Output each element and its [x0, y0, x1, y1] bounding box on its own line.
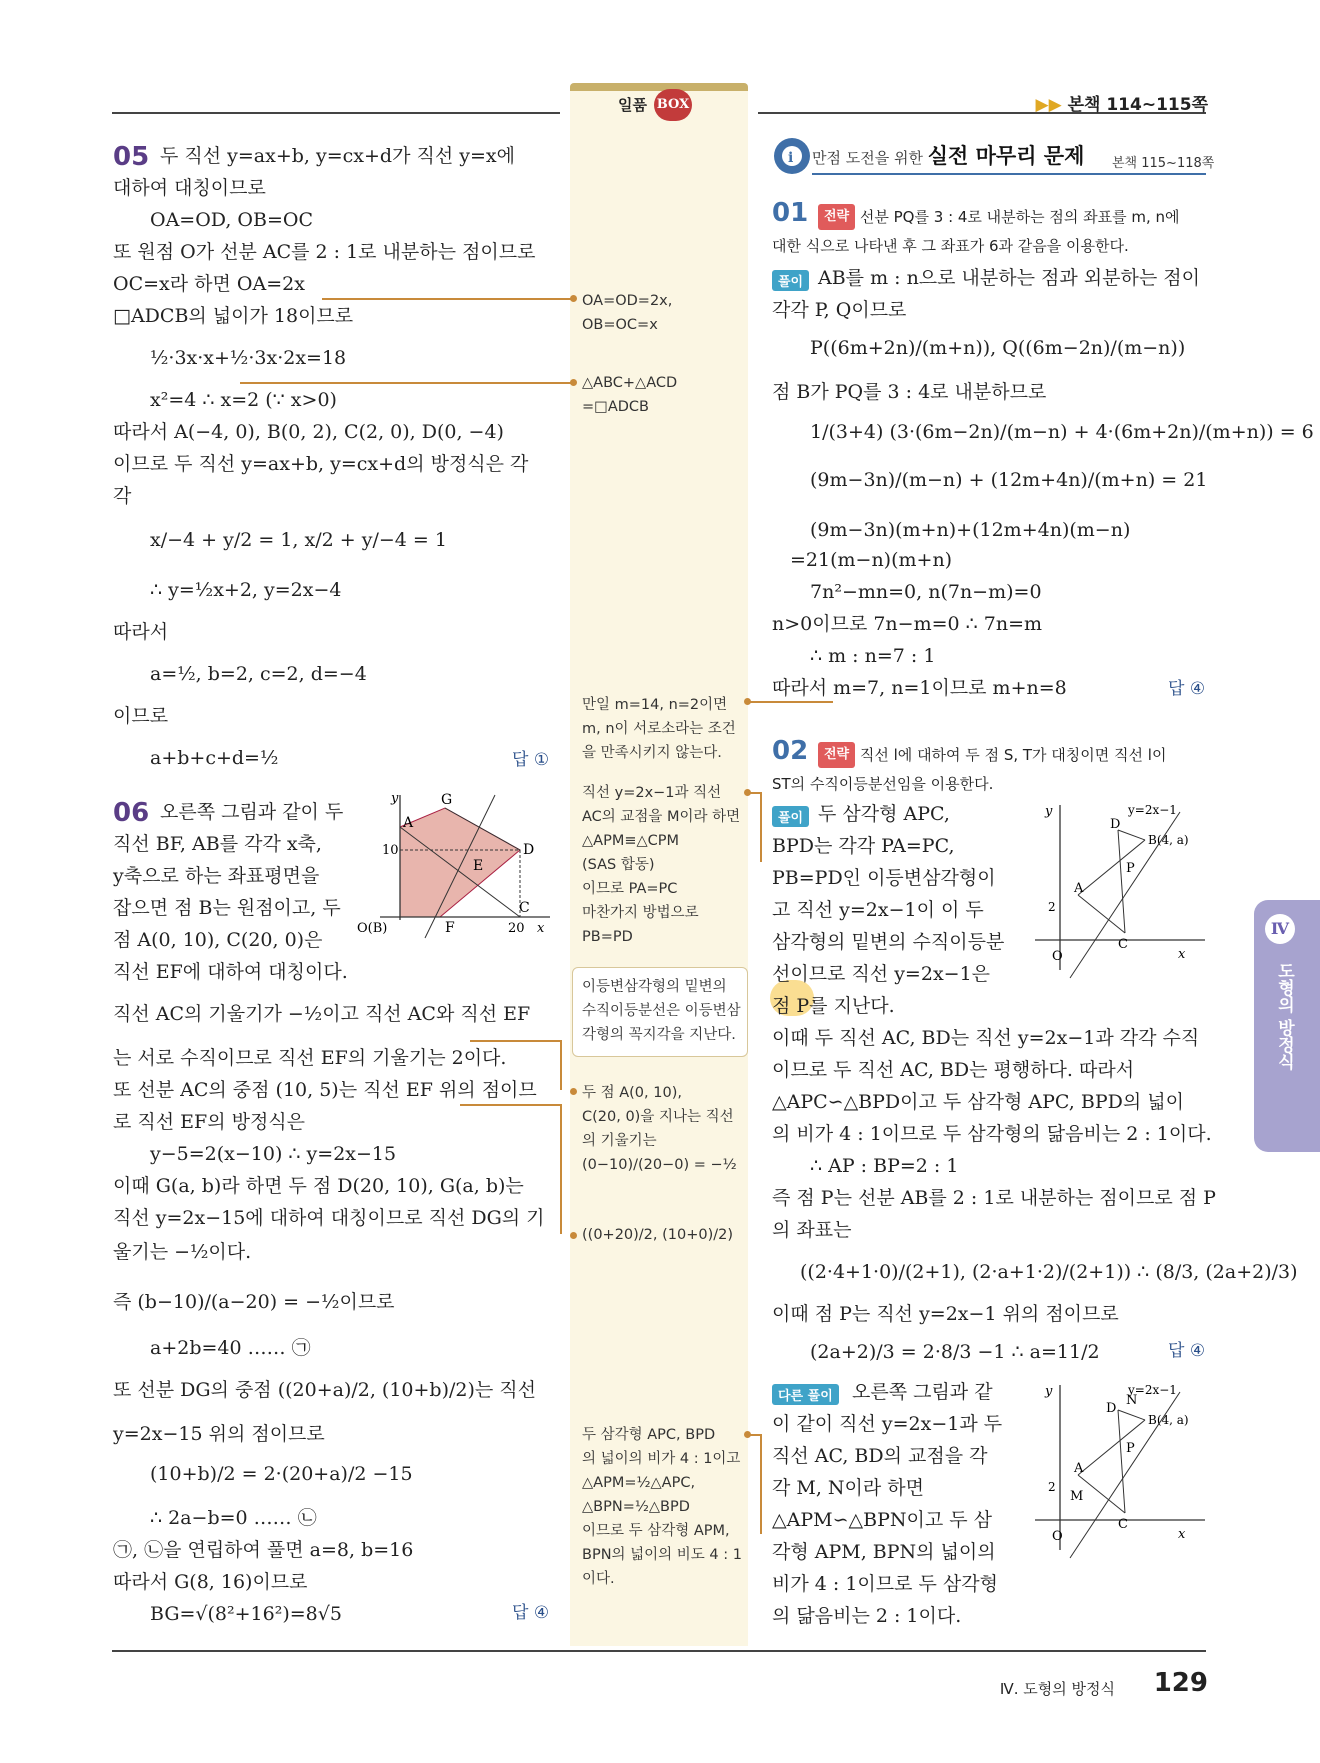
p06-line: 오른쪽 그림과 같이 두 [160, 801, 344, 823]
page-ref: ▶▶ 본책 114~115쪽 [1035, 95, 1208, 115]
connector-1 [322, 298, 574, 300]
p05-line: 따라서 [113, 621, 169, 643]
p06-line: 직선 y=2x−15에 대하여 대칭이므로 직선 DG의 기 [113, 1207, 545, 1229]
p01-line: (9m−3n)/(m−n) + (12m+4n)/(m+n) = 21 [810, 469, 1208, 491]
fig02a-label-2: 2 [1048, 900, 1056, 914]
figure-02a [1030, 800, 1210, 980]
p01-line: =21(m−n)(m+n) [790, 549, 953, 571]
fig02b-label-B: B(4, a) [1148, 1413, 1189, 1427]
fig06-label-D: D [523, 842, 535, 858]
p02-strategy-line: ST의 수직이등분선임을 이용한다. [772, 775, 994, 793]
p01-line: ∴ m : n=7 : 1 [810, 645, 936, 667]
p02-strategy [818, 742, 1166, 768]
fig02a-label-D: D [1110, 817, 1121, 832]
p05-line: ∴ y=½x+2, y=2x−4 [150, 579, 342, 601]
footer-chapter: Ⅳ. 도형의 방정식 [999, 1680, 1115, 1698]
p05-line: 대하여 대칭이므로 [113, 177, 266, 199]
fig02b-label-M: M [1070, 1489, 1084, 1504]
p06-line: 로 직선 EF의 방정식은 [113, 1111, 306, 1133]
fig06-label-E: E [473, 858, 484, 874]
box-label: 일품 [618, 96, 647, 114]
footer-rule [112, 1650, 1206, 1652]
fig02b-label-y: y [1045, 1384, 1053, 1399]
fig02a-label-B: B(4, a) [1148, 833, 1189, 847]
p06-line: ㉠, ㉡을 연립하여 풀면 a=8, b=16 [113, 1539, 414, 1561]
p02-line: 이때 두 직선 AC, BD는 직선 y=2x−1과 각각 수직 [772, 1027, 1200, 1049]
p05-line: 따라서 A(−4, 0), B(0, 2), C(2, 0), D(0, −4) [113, 421, 504, 443]
p02-line: 의 좌표는 [772, 1219, 852, 1241]
p02-strategy-line: 직선 l에 대하여 두 점 S, T가 대칭이면 직선 l이 [855, 746, 1167, 764]
fig02b-label-A: A [1074, 1461, 1084, 1476]
side-note-line: 을 만족시키지 않는다. [582, 745, 722, 761]
p01-line: AB를 m : n으로 내분하는 점과 외분하는 점이 [818, 267, 1200, 289]
side-note-line: BPN의 넓이의 비도 4 : 1 [582, 1547, 742, 1563]
side-note-line: △BPN=½△BPD [582, 1499, 690, 1515]
fig02a-label-line: y=2x−1 [1128, 803, 1177, 817]
fig02a-label-O: O [1052, 949, 1063, 964]
solution-tag: 풀이 [772, 806, 809, 827]
p02-line: ∴ AP : BP=2 : 1 [810, 1155, 959, 1177]
p05-line: ½·3x·x+½·3x·2x=18 [150, 347, 347, 369]
fig06-label-C: C [519, 900, 530, 916]
side-note-line: △ABC+△ACD [582, 375, 678, 391]
p02-line: 이때 점 P는 직선 y=2x−1 위의 점이므로 [772, 1303, 1119, 1325]
p06-line: 따라서 G(8, 16)이므로 [113, 1571, 308, 1593]
p02-alt-line: 오른쪽 그림과 같 [852, 1381, 993, 1403]
connector-5 [748, 701, 833, 703]
side-note-line: AC의 교점을 M이라 하면 [582, 809, 741, 825]
p02-line: (2a+2)/3 = 2·8/3 −1 ∴ a=11/2 [810, 1341, 1100, 1363]
p06-line: ∴ 2a−b=0 …… ㉡ [150, 1507, 317, 1529]
connector-7v [760, 1434, 762, 1534]
figure-06 [355, 790, 555, 940]
connector-dot-2 [570, 379, 577, 386]
side-note-line: 의 기울기는 [582, 1133, 657, 1149]
p06-line: 잡으면 점 B는 원점이고, 두 [113, 897, 341, 919]
side-note-line: 이등변삼각형의 밑변의 [582, 979, 727, 995]
answer-05: 답 ① [512, 750, 550, 770]
p01-line: 따라서 m=7, n=1이므로 m+n=8 [772, 677, 1067, 699]
p01-line: (9m−3n)(m+n)+(12m+4n)(m−n) [810, 519, 1131, 541]
p01-strategy-line: 대한 식으로 나타낸 후 그 좌표가 6과 같음을 이용한다. [772, 237, 1129, 255]
side-note-line: 이므로 PA=PC [582, 881, 678, 897]
p02-line: 이므로 두 직선 AC, BD는 평행하다. 따라서 [772, 1059, 1135, 1081]
p01-line: n>0이므로 7n−m=0 ∴ 7n=m [772, 613, 1043, 635]
chapter-tab-label: 도형의 방정식 [1274, 962, 1294, 1070]
p01-strategy-line: 선분 PQ를 3 : 4로 내분하는 점의 좌표를 m, n에 [855, 208, 1180, 226]
p02-alt-line: 의 닮음비는 2 : 1이다. [772, 1605, 962, 1627]
p05-line: 이므로 두 직선 y=ax+b, y=cx+d의 방정식은 각 [113, 453, 529, 475]
answer-01: 답 ④ [1168, 679, 1206, 699]
p02-alt-line: 각형 APM, BPN의 넓이의 [772, 1541, 996, 1563]
p06-line: 또 선분 AC의 중점 (10, 5)는 직선 EF 위의 점이므 [113, 1079, 537, 1101]
side-note-line: 이므로 두 삼각형 APM, [582, 1523, 730, 1539]
side-note-line: C(20, 0)을 지나는 직선 [582, 1109, 734, 1125]
fig02b-label-O: O [1052, 1529, 1063, 1544]
answer-06: 답 ④ [512, 1603, 550, 1623]
fig02b-label-2: 2 [1048, 1480, 1056, 1494]
p06-line: y−5=2(x−10) ∴ y=2x−15 [150, 1143, 397, 1165]
p05-line: x²=4 ∴ x=2 (∵ x>0) [150, 389, 337, 411]
p05-line: a+b+c+d=½ [150, 747, 279, 769]
side-note-line: ((0+20)/2, (10+0)/2) [582, 1227, 734, 1243]
p02-alt-line: 직선 AC, BD의 교점을 각 [772, 1445, 988, 1467]
fig06-label-20: 20 [508, 921, 525, 936]
p01-line: P((6m+2n)/(m+n)), Q((6m−2n)/(m−n)) [810, 337, 1186, 359]
p02-line: PB=PD인 이등변삼각형이 [772, 867, 996, 889]
figure-02b [1030, 1380, 1210, 1560]
problem-number-05: 05 [113, 142, 150, 172]
svg-text:i: i [788, 150, 794, 166]
fig06-label-y: y [391, 791, 399, 806]
fig02a-label-C: C [1118, 937, 1128, 952]
box-badge: BOX [654, 89, 692, 121]
p06-line: 즉 (b−10)/(a−20) = −½이므로 [113, 1291, 395, 1313]
p06-line: 직선 BF, AB를 각각 x축, [113, 833, 322, 855]
fig06-label-x: x [537, 921, 545, 936]
p06-line: 또 선분 DG의 중점 ((20+a)/2, (10+b)/2)는 직선 [113, 1379, 537, 1401]
p01-line: 점 B가 PQ를 3 : 4로 내분하므로 [772, 381, 1047, 403]
p02-line: 점 P를 지난다. [772, 995, 895, 1017]
p02-line: △APC∽△BPD이고 두 삼각형 APC, BPD의 넓이 [772, 1091, 1184, 1113]
p02-line: 즉 점 P는 선분 AB를 2 : 1로 내분하는 점이므로 점 P [772, 1187, 1216, 1209]
fig02b-label-C: C [1118, 1517, 1128, 1532]
p01-line: 1/(3+4) (3·(6m−2n)/(m−n) + 4·(6m+2n)/(m+n)) = 6 [810, 421, 1314, 443]
answer-02: 답 ④ [1168, 1341, 1206, 1361]
fig06-label-G: G [441, 792, 453, 808]
p05-line: a=½, b=2, c=2, d=−4 [150, 663, 367, 685]
fig02b-label-D: D [1106, 1401, 1117, 1416]
p05-line: 이므로 [113, 705, 169, 727]
side-note-line: (SAS 합동) [582, 857, 655, 873]
side-note-line: 이다. [582, 1571, 615, 1587]
p06-line: 이때 G(a, b)라 하면 두 점 D(20, 10), G(a, b)는 [113, 1175, 524, 1197]
fig02a-label-P: P [1126, 861, 1135, 876]
fig02a-label-y: y [1045, 804, 1053, 819]
p06-line: y축으로 하는 좌표평면을 [113, 865, 320, 887]
connector-3 [470, 1040, 560, 1042]
p02-line: 고 직선 y=2x−1이 이 두 [772, 899, 984, 921]
problem-number-02: 02 [772, 736, 809, 766]
side-note-line: PB=PD [582, 929, 633, 945]
connector-6 [748, 792, 762, 794]
connector-4 [460, 1104, 560, 1106]
p02-alt-line: △APM∽△BPN이고 두 삼 [772, 1509, 992, 1531]
fig06-label-A: A [403, 815, 414, 831]
p05-line: 두 직선 y=ax+b, y=cx+d가 직선 y=x에 [160, 145, 515, 167]
strategy-tag: 전략 [818, 742, 855, 768]
fig02b-label-N: N [1126, 1393, 1138, 1408]
p02-line: BPD는 각각 PA=PC, [772, 835, 955, 857]
problem-number-01: 01 [772, 198, 809, 228]
side-note-line: 의 넓이의 비가 4 : 1이고 [582, 1451, 741, 1467]
connector-dot-4 [570, 1232, 577, 1239]
side-note-line: 직선 y=2x−1과 직선 [582, 785, 722, 801]
p02-line: ((2·4+1·0)/(2+1), (2·a+1·2)/(2+1)) ∴ (8/3, (2a+2)/3) [800, 1261, 1298, 1283]
p06-line: a+2b=40 …… ㉠ [150, 1337, 311, 1359]
side-note-line: 두 점 A(0, 10), [582, 1085, 682, 1101]
p01-strategy [818, 204, 1180, 230]
solution-tag: 풀이 [772, 270, 809, 291]
side-note-line: =□ADCB [582, 399, 650, 415]
p06-line: 직선 AC의 기울기가 −½이고 직선 AC와 직선 EF [113, 1003, 531, 1025]
fig06-label-OB: O(B) [357, 921, 388, 936]
side-note-line: OA=OD=2x, [582, 293, 673, 309]
fig02b-label-P: P [1126, 1441, 1135, 1456]
p06-line: (10+b)/2 = 2·(20+a)/2 −15 [150, 1463, 413, 1485]
header-rule-left [112, 112, 560, 114]
p02-alt-line: 각 M, N이라 하면 [772, 1477, 925, 1499]
p05-line: □ADCB의 넓이가 18이므로 [113, 305, 354, 327]
connector-dot-3 [570, 1088, 577, 1095]
connector-3v [560, 1040, 562, 1090]
p01-line: 7n²−mn=0, n(7n−m)=0 [810, 581, 1042, 603]
p06-line: 는 서로 수직이므로 직선 EF의 기울기는 2이다. [113, 1047, 507, 1069]
section-ref: 본책 115~118쪽 [1112, 156, 1215, 171]
p06-line: 직선 EF에 대하여 대칭이다. [113, 961, 348, 983]
fig02a-label-A: A [1074, 881, 1084, 896]
p06-line: y=2x−15 위의 점이므로 [113, 1423, 325, 1445]
side-note-line: 만일 m=14, n=2이면 [582, 697, 728, 713]
fig06-label-F: F [445, 920, 455, 936]
p01-line: 각각 P, Q이므로 [772, 299, 907, 321]
p06-line: BG=√(8²+16²)=8√5 [150, 1603, 342, 1625]
page-number: 129 [1153, 1668, 1208, 1698]
alt-solution-tag: 다른 풀이 [772, 1384, 839, 1405]
p05-line: 또 원점 O가 선분 AC를 2 : 1로 내분하는 점이므로 [113, 241, 536, 263]
p06-line: 울기는 −½이다. [113, 1241, 252, 1263]
p05-line: OA=OD, OB=OC [150, 209, 314, 231]
fig06-pentagon [400, 808, 520, 917]
p02-line: 삼각형의 밑변의 수직이등분 [772, 931, 1005, 953]
p05-line: x/−4 + y/2 = 1, x/2 + y/−4 = 1 [150, 529, 447, 551]
arrow-icon: ▶▶ [1035, 95, 1068, 115]
strategy-tag: 전략 [818, 204, 855, 230]
connector-2 [240, 382, 574, 384]
side-note-line: 수직이등분선은 이등변삼 [582, 1003, 741, 1019]
p05-line: OC=x라 하면 OA=2x [113, 273, 305, 295]
p02-line: 선이므로 직선 y=2x−1은 [772, 963, 991, 985]
connector-dot-1 [570, 295, 577, 302]
side-note-line: △APM=½△APC, [582, 1475, 696, 1491]
fig02b-label-line: y=2x−1 [1128, 1383, 1177, 1397]
side-note-line: m, n이 서로소라는 조건 [582, 721, 736, 737]
p02-line: 두 삼각형 APC, [818, 803, 950, 825]
p02-alt-line: 이 같이 직선 y=2x−1과 두 [772, 1413, 1003, 1435]
side-note-line: (0−10)/(20−0) = −½ [582, 1157, 737, 1173]
section-title: 만점 도전을 위한 실전 마무리 문제 [812, 144, 1085, 168]
connector-6v [760, 792, 762, 862]
side-note-line: 마찬가지 방법으로 [582, 905, 699, 921]
fig02a-label-x: x [1178, 947, 1186, 962]
fig06-label-10: 10 [382, 843, 399, 858]
side-note-line: 두 삼각형 APC, BPD [582, 1427, 716, 1443]
side-note-line: OB=OC=x [582, 317, 658, 333]
p02-line: 의 비가 4 : 1이므로 두 삼각형의 닮음비는 2 : 1이다. [772, 1123, 1212, 1145]
chapter-tab-number: Ⅳ [1265, 914, 1295, 944]
fig02b-label-x: x [1178, 1527, 1186, 1542]
side-note-line: 각형의 꼭지각을 지난다. [582, 1027, 736, 1043]
p05-line: 각 [113, 485, 132, 507]
p06-line: 점 A(0, 10), C(20, 0)은 [113, 929, 323, 951]
connector-4v [560, 1104, 562, 1234]
p02-alt-line: 비가 4 : 1이므로 두 삼각형 [772, 1573, 998, 1595]
problem-number-06: 06 [113, 798, 150, 828]
side-note-line: △APM≡△CPM [582, 833, 680, 849]
box-column-top [570, 83, 748, 91]
